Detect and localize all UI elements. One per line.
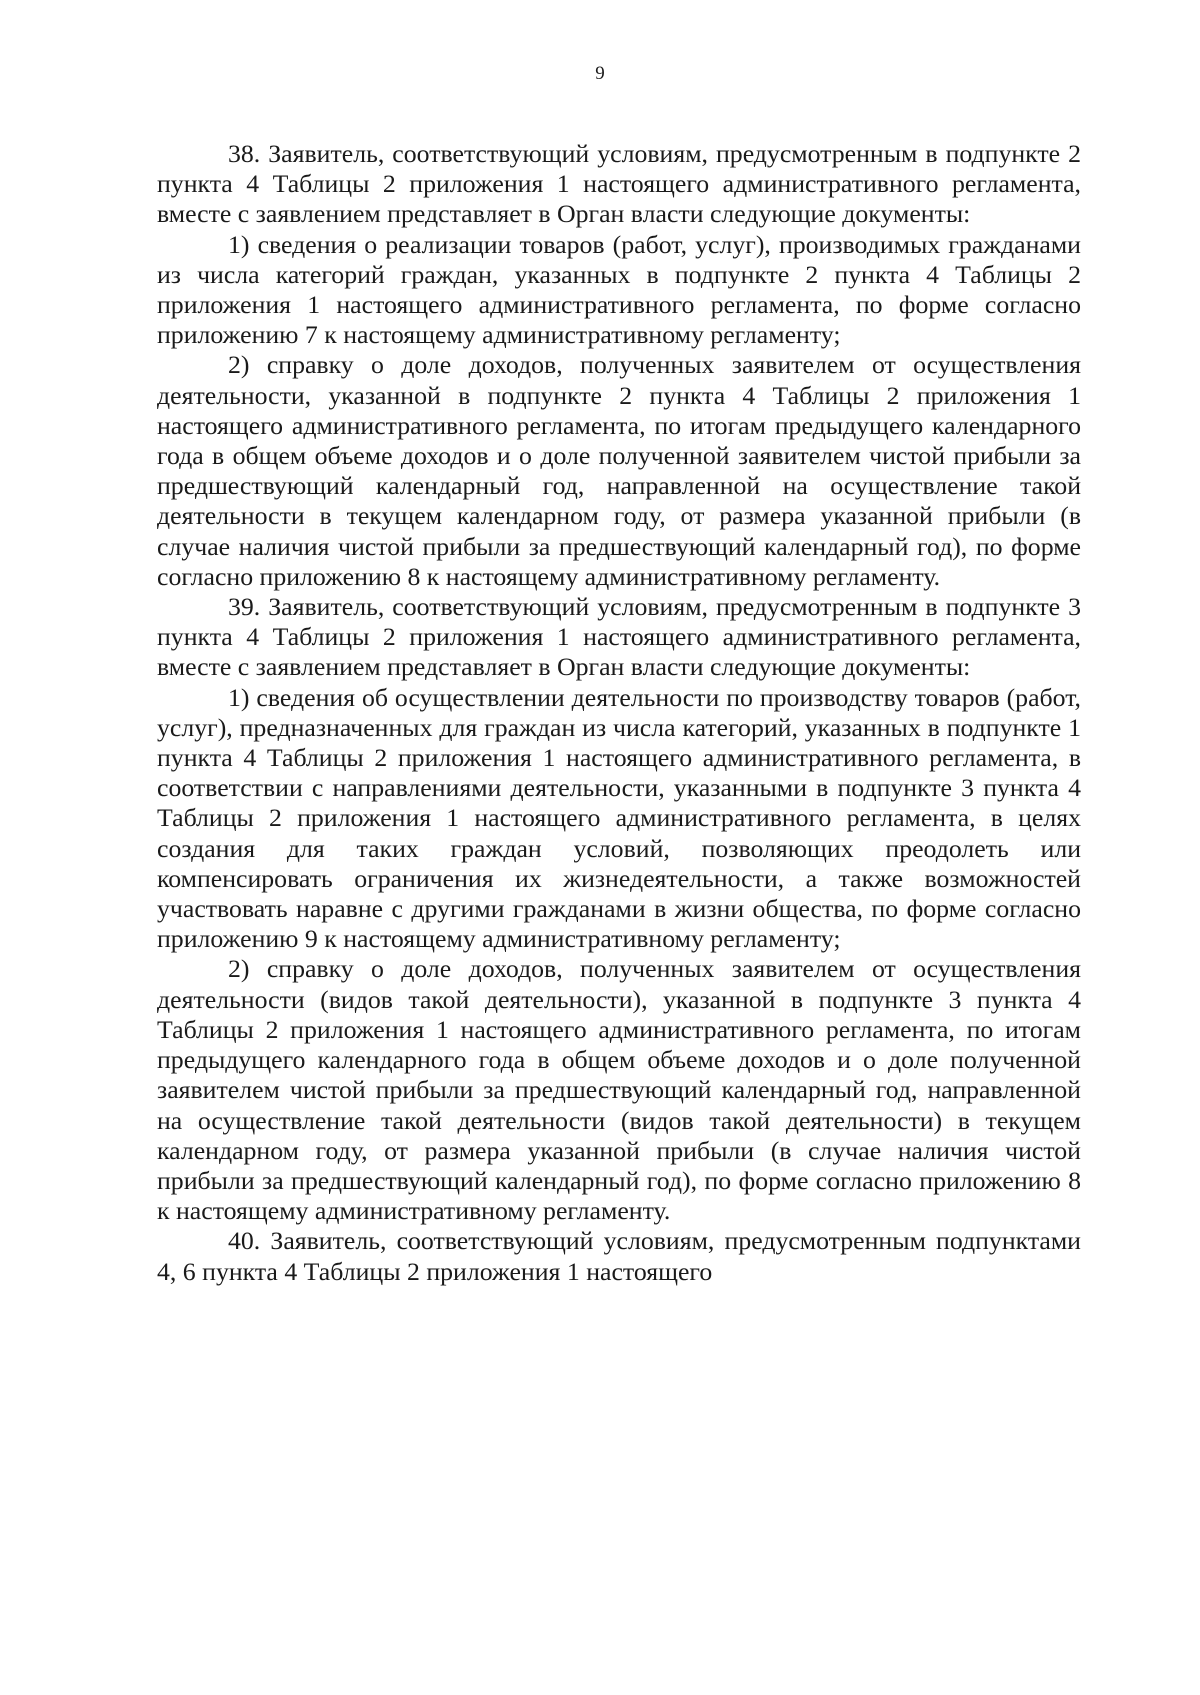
page-number: 9: [595, 63, 605, 84]
paragraph-39-item-2: 2) справку о доле доходов, полученных заявителем от осуществления деятельности (видов такой деятельности), указанной в подпункте 3 пункта 4 Таблицы 2 приложения 1 настоящего административного регламента, по итогам предыдущего календарного года в общем объеме доходов и о доле полученной заявителем чистой прибыли за предшествующий календарный год, направленной на осуществление такой деятельности (видов такой деятельности) в текущем календарном году, от размера указанной прибыли (в случае наличия чистой прибыли за предшествующий календарный год), по форме согласно приложению 8 к настоящему административному регламенту.: [157, 954, 1081, 1226]
paragraph-38-item-1: 1) сведения о реализации товаров (работ, услуг), производимых гражданами из числа категорий граждан, указанных в подпункте 2 пункта 4 Таблицы 2 приложения 1 настоящего административного регламента, по форме согласно приложению 7 к настоящему административному регламенту;: [157, 229, 1081, 350]
document-body: [157, 139, 1081, 1287]
paragraph-40: 40. Заявитель, соответствующий условиям, предусмотренным подпунктами 4, 6 пункта 4 Таблицы 2 приложения 1 настоящего: [157, 1226, 1081, 1286]
paragraph-39-item-1: 1) сведения об осуществлении деятельности по производству товаров (работ, услуг), предназначенных для граждан из числа категорий, указанных в подпункте 1 пункта 4 Таблицы 2 приложения 1 настоящего административного регламента, в соответствии с направлениями деятельности, указанными в подпункте 3 пункта 4 Таблицы 2 приложения 1 настоящего административного регламента, в целях создания для таких граждан условий, позволяющих преодолеть или компенсировать ограничения их жизнедеятельности, а также возможностей участвовать наравне с другими гражданами в жизни общества, по форме согласно приложению 9 к настоящему административному регламенту;: [157, 682, 1081, 954]
paragraph-38: 38. Заявитель, соответствующий условиям, предусмотренным в подпункте 2 пункта 4 Таблицы 2 приложения 1 настоящего административного регламента, вместе с заявлением представляет в Орган власти следующие документы:: [157, 139, 1081, 229]
paragraph-38-item-2: 2) справку о доле доходов, полученных заявителем от осуществления деятельности, указанной в подпункте 2 пункта 4 Таблицы 2 приложения 1 настоящего административного регламента, по итогам предыдущего календарного года в общем объеме доходов и о доле полученной заявителем чистой прибыли за предшествующий календарный год, направленной на осуществление такой деятельности в текущем календарном году, от размера указанной прибыли (в случае наличия чистой прибыли за предшествующий календарный год), по форме согласно приложению 8 к настоящему административному регламенту.: [157, 350, 1081, 591]
paragraph-39: 39. Заявитель, соответствующий условиям, предусмотренным в подпункте 3 пункта 4 Таблицы 2 приложения 1 настоящего административного регламента, вместе с заявлением представляет в Орган власти следующие документы:: [157, 592, 1081, 682]
